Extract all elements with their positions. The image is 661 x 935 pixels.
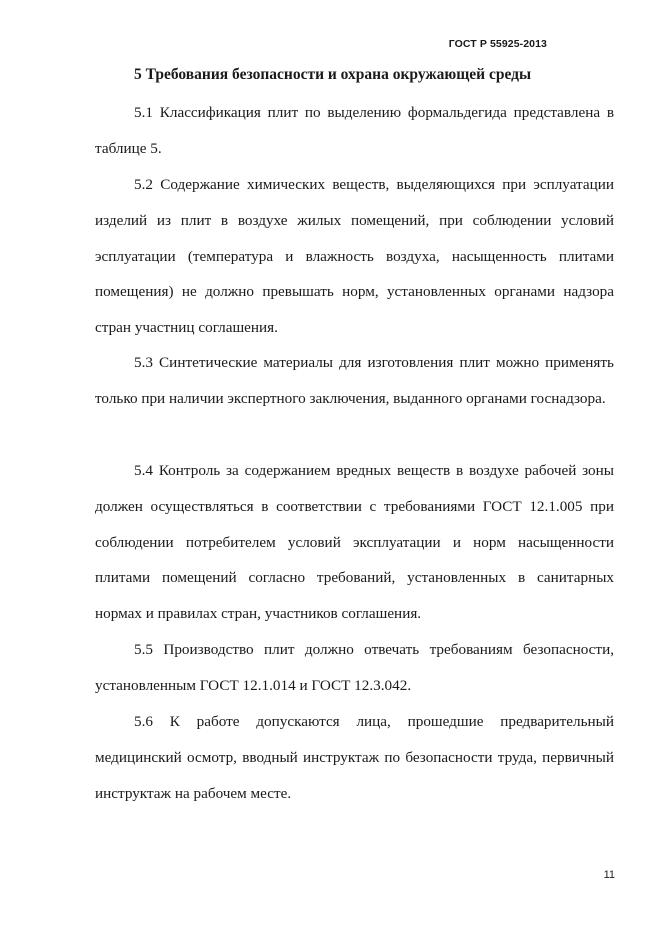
paragraph-5-2: 5.2 Содержание химических веществ, выделяющихся при эсплуатации изделий из плит в воздухе жилых помещений, при соблюдении условий эсплуатации (температура и влажность воздуха, насыщенность плитами помещения) не должно превышать норм, установленных органами надзора стран участниц соглашения. [95, 176, 614, 337]
paragraph-5-1: 5.1 Классификация плит по выделению формальдегида представлена в таблице 5. [95, 104, 614, 157]
paragraph-5-2-block [95, 167, 614, 346]
paragraph-5-3-block [95, 345, 614, 417]
paragraph-5-6-block [95, 704, 614, 811]
paragraph-5-1-block [95, 95, 614, 167]
document-code: ГОСТ Р 55925-2013 [448, 38, 547, 50]
paragraph-5-3: 5.3 Синтетические материалы для изготовления плит можно применять только при наличии экспертного заключения, выданного органами госнадзора. [95, 354, 614, 407]
paragraph-5-4: 5.4 Контроль за содержанием вредных веществ в воздухе рабочей зоны должен осуществляться в соответствии с требованиями ГОСТ 12.1.005 при соблюдении потребителем условий эксплуатации и норм насыщенности плитами помещений согласно требований, установленных в санитарных нормах и правилах стран, участников соглашения. [95, 462, 614, 623]
paragraph-5-4-block [95, 453, 614, 632]
section-title: 5 Требования безопасности и охрана окружающей среды [134, 66, 532, 83]
page-number: 11 [603, 869, 615, 881]
paragraph-5-5-block [95, 632, 614, 704]
paragraph-5-6: 5.6 К работе допускаются лица, прошедшие предварительный медицинский осмотр, вводный инструктаж по безопасности труда, первичный инструктаж на рабочем месте. [95, 713, 614, 802]
paragraph-5-5: 5.5 Производство плит должно отвечать требованиям безопасности, установленным ГОСТ 12.1.014 и ГОСТ 12.3.042. [95, 641, 614, 694]
